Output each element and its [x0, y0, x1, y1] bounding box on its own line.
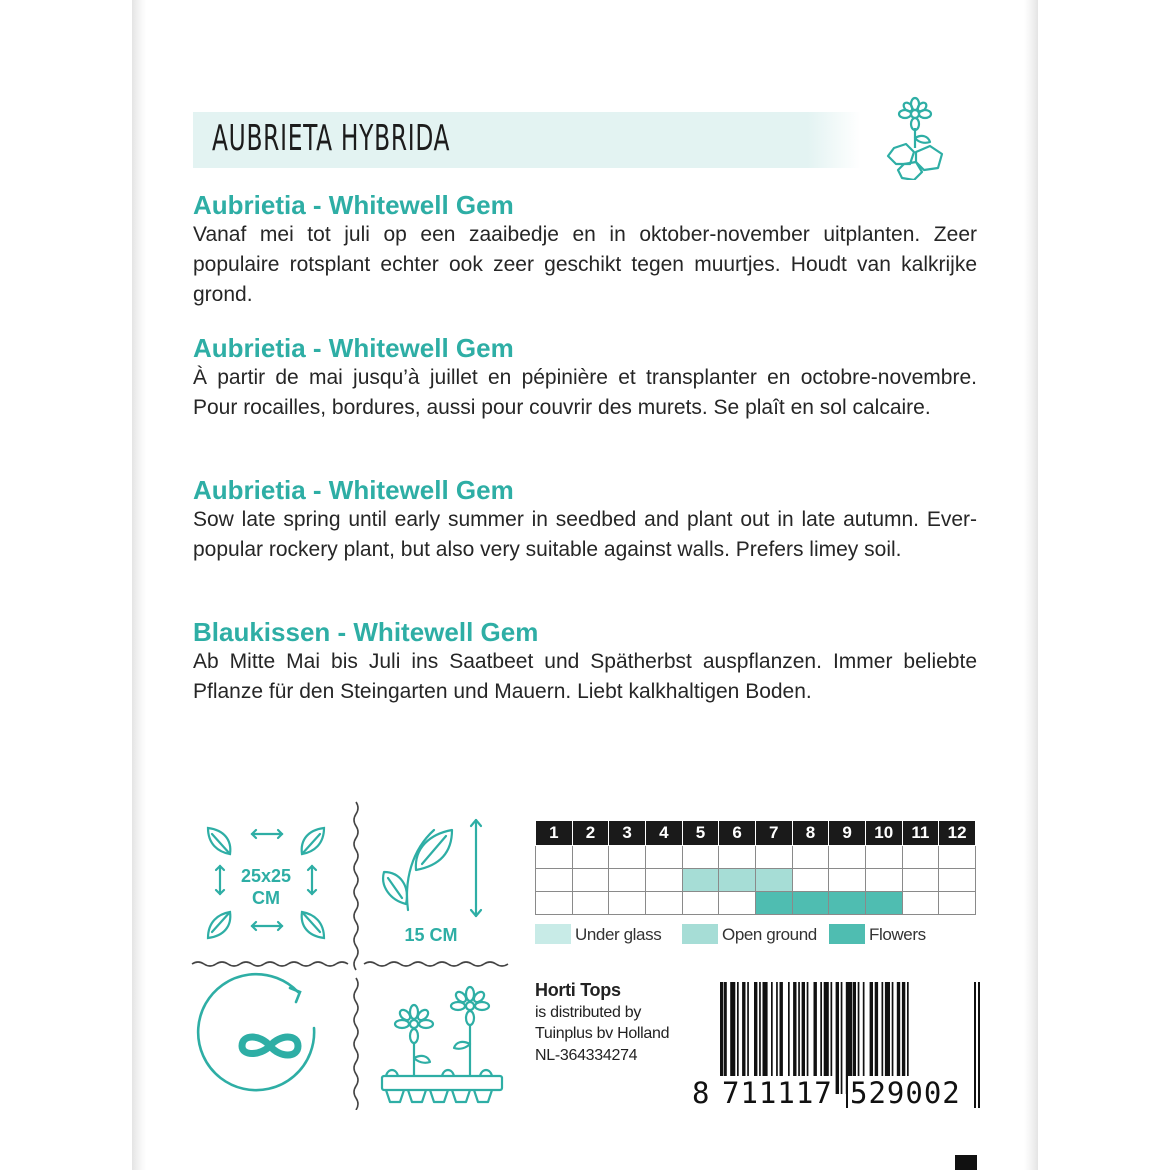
month-header: 12: [939, 821, 976, 846]
calendar-legend: [535, 924, 975, 946]
species-latin-name: AUBRIETA HYBRIDA: [212, 118, 451, 159]
calendar-row: [536, 846, 976, 869]
calendar-cell: [536, 869, 573, 892]
month-header: 3: [609, 821, 646, 846]
month-header: 5: [682, 821, 719, 846]
calendar-cell: [572, 846, 609, 869]
calendar-cell: [902, 846, 939, 869]
distributor-line: Tuinplus bv Holland: [535, 1025, 670, 1042]
distributor-line: is distributed by: [535, 1003, 642, 1021]
calendar-cell: [792, 892, 829, 915]
description-text: Sow late spring until early summer in seedbed and plant out in late autumn. Ever-popular rockery plant, but also very suitable against walls. Prefers limey soil.: [193, 508, 977, 561]
calendar-cell: [902, 869, 939, 892]
calendar-cell: [719, 869, 756, 892]
calendar-cell: [939, 846, 976, 869]
calendar-cell: [755, 892, 792, 915]
calendar-cell: [755, 869, 792, 892]
calendar-cell: [829, 892, 866, 915]
month-header: 11: [902, 821, 939, 846]
month-header: 1: [536, 821, 573, 846]
month-header: 10: [865, 821, 902, 846]
calendar-cell: [865, 846, 902, 869]
calendar-cell: [792, 846, 829, 869]
calendar-months-row: [536, 821, 976, 846]
sowing-calendar: [535, 820, 977, 915]
brand-name: Horti Tops: [535, 980, 621, 1000]
description-german: [193, 617, 977, 707]
calendar-cell: [609, 869, 646, 892]
calendar-cell: [792, 869, 829, 892]
calendar-cell: [939, 869, 976, 892]
wavy-divider: [192, 802, 508, 1110]
calendar-cell: [865, 869, 902, 892]
calendar-cell: [682, 869, 719, 892]
calendar-cell: [829, 846, 866, 869]
plant-seed-logo-icon: [878, 96, 952, 180]
calendar-cell: [572, 892, 609, 915]
calendar-cell: [609, 892, 646, 915]
calendar-cell: [645, 869, 682, 892]
description-dutch: [193, 190, 977, 310]
description-text: À partir de mai jusqu’à juillet en pépinière et transplanter en octobre-novembre. Pour rocailles, bordures, aussi pour couvrir des murets. Se plaît en sol calcaire.: [193, 366, 977, 419]
calendar-row: [536, 869, 976, 892]
calendar-cell: [939, 892, 976, 915]
distributor-line: NL-364334274: [535, 1046, 638, 1064]
month-header: 9: [829, 821, 866, 846]
calendar-cell: [572, 869, 609, 892]
calendar-cell: [645, 892, 682, 915]
calendar-cell: [609, 846, 646, 869]
description-french: [193, 333, 977, 423]
barcode-left-group: 711117: [722, 1076, 833, 1110]
plant-height-icon: [383, 820, 481, 916]
barcode-first-digit: 8: [692, 1076, 710, 1110]
growing-specs-icons: [190, 800, 520, 1110]
legend-label: Open ground: [722, 925, 817, 944]
calendar-cell: [829, 869, 866, 892]
calendar-cell: [682, 846, 719, 869]
description-heading: Aubrietia - Whitewell Gem: [193, 190, 514, 220]
calendar-cell: [645, 846, 682, 869]
spacing-unit: CM: [252, 888, 280, 908]
month-header: 8: [792, 821, 829, 846]
month-header: 4: [645, 821, 682, 846]
calendar-cell: [536, 846, 573, 869]
description-text: Ab Mitte Mai bis Juli ins Saatbeet und Spätherbst auspflanzen. Immer beliebte Pflanze für den Steingarten und Mauern. Liebt kalkhaltigen Boden.: [193, 650, 977, 703]
calendar-cell: [719, 846, 756, 869]
legend-swatch: [682, 924, 718, 944]
legend-swatch: [829, 924, 865, 944]
legend-swatch: [535, 924, 571, 944]
print-registration-mark: [955, 1155, 977, 1170]
description-heading: Aubrietia - Whitewell Gem: [193, 333, 514, 363]
description-heading: Aubrietia - Whitewell Gem: [193, 475, 514, 505]
description-heading: Blaukissen - Whitewell Gem: [193, 617, 539, 647]
plant-height-value: 15 CM: [404, 925, 458, 945]
calendar-row: [536, 892, 976, 915]
distributor-info: [535, 980, 669, 1066]
barcode-right-group: 529002: [850, 1076, 961, 1110]
month-header: 6: [719, 821, 756, 846]
legend-label: Flowers: [869, 925, 926, 944]
calendar-cell: [755, 846, 792, 869]
description-text: Vanaf mei tot juli op een zaaibedje en in oktober-november uitplanten. Zeer populaire rotsplant echter ook zeer geschikt tegen muurtjes. Houdt van kalkrijke grond.: [193, 223, 977, 306]
packet-shadow-left: [132, 0, 146, 1170]
month-header: 7: [755, 821, 792, 846]
infinity-perennial-icon: [198, 974, 314, 1090]
calendar-cell: [682, 892, 719, 915]
month-header: 2: [572, 821, 609, 846]
description-english: [193, 475, 977, 565]
calendar-cell: [865, 892, 902, 915]
calendar-cell: [536, 892, 573, 915]
spacing-value: 25x25: [240, 866, 292, 886]
calendar-table: [535, 820, 976, 915]
calendar-cell: [719, 892, 756, 915]
calendar-cell: [902, 892, 939, 915]
barcode-number: [690, 1076, 980, 1110]
packet-shadow-right: [1024, 0, 1038, 1170]
legend-label: Under glass: [575, 925, 662, 944]
flowers-in-tray-icon: [382, 987, 502, 1102]
